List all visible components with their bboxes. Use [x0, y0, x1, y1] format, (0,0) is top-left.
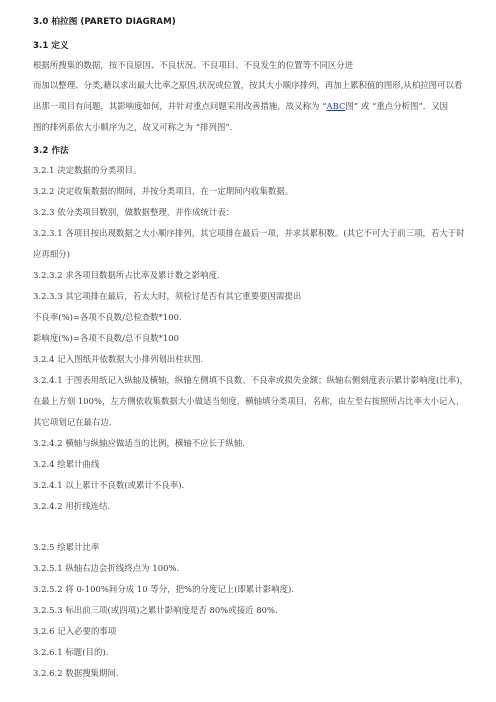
step-line: 3.2.4 记入图纸并依数据大小排列划出柱状图.: [33, 354, 204, 364]
step-line: 3.2.4 绘累计曲线: [33, 459, 100, 469]
step-line: 3.2.4.2 用折线连结.: [33, 501, 111, 511]
paragraph-text: 图” 或 “重点分析图”．又因: [345, 101, 449, 111]
step-line: 3.2.2 决定收集数据的期间，并按分类项目，在一定期间内收集数据。: [33, 186, 294, 196]
paragraph-line: 根据所搜集的数据，按不良原因、不良状况、不良项目、不良发生的位置等不同区分进: [33, 60, 354, 70]
step-line: 3.2.5.2 将 0-100%间分成 10 等分，把%的分度记上(即累计影响度).: [33, 584, 295, 594]
step-line: 3.2.4.1 于图表用纸记入纵轴及横轴，纵轴左侧填不良数、不良率或损失金额；纵轴右侧刻度表示累计影响度(比率)，: [33, 375, 468, 385]
step-line: 3.2.6.1 标题(目的).: [33, 647, 109, 657]
section-heading-method: 3.2 作法: [33, 146, 69, 156]
step-line: 3.2.4.2 横轴与纵轴应做适当的比例，横轴不应长于纵轴.: [33, 438, 245, 448]
step-line: 3.2.3.2 求各项目数据所占比率及累计数之影响度.: [33, 270, 220, 280]
step-line: 3.2.3.3 其它项排在最后，若太大时，须检讨是否有其它重要要因需提出: [33, 291, 302, 301]
step-line: 3.2.5 绘累计比率: [33, 542, 100, 552]
step-line: 3.2.5.3 标出前三项(或四项)之累计影响度是否 80%或接近 80%.: [33, 605, 278, 615]
step-line: 3.2.6 记入必要的事项: [33, 626, 117, 636]
step-line: 应再细分): [33, 249, 71, 259]
paragraph-line-with-link: [33, 101, 448, 112]
step-line: 3.2.6.2 数据搜集期间.: [33, 668, 119, 678]
paragraph-text: 出那一项目有问题，其影响度如何，并针对重点问题采用改善措施，故又称为 “: [33, 101, 327, 111]
step-line: 3.2.3.1 各项目按出现数据之大小顺序排列，其它项排在最后一项，并求其累积数。(其它不可大于前三项，若大于时: [33, 228, 465, 238]
formula-line: 不良率(%)=各项不良数/总检查数*100.: [33, 312, 182, 322]
step-line: 3.2.4.1 以上累计不良数(或累计不良率).: [33, 480, 185, 490]
step-line: 3.2.1 决定数据的分类项目。: [33, 165, 142, 175]
paragraph-line: 而加以整理、分类,藉以求出最大比率之原因,状况或位置，按其大小顺序排列，再加上累积值的图形,从柏拉图可以看: [33, 80, 463, 90]
document-title: 3.0 柏拉图 (PARETO DIAGRAM): [33, 17, 176, 27]
section-heading-definition: 3.1 定义: [33, 41, 69, 51]
step-line: 3.2.5.1 纵轴右边会折线终点为 100%.: [33, 563, 180, 573]
formula-line: 影响度(%)=各项不良数/总不良数*100: [33, 333, 180, 343]
step-line: 3.2.3 依分类项目数别，做数据整理，并作成统计表：: [33, 207, 235, 217]
abc-link[interactable]: ABC: [326, 101, 346, 111]
step-line: 其它项划记在最右边.: [33, 417, 112, 427]
paragraph-line: 图的排列系依大小顺序为之，故又可称之为 “排列图”．: [33, 122, 239, 132]
step-line: 在最上方刻 100%，左方侧依收集数据大小做适当刻度，横轴填分类项目，名称，由左至右按照所占比率大小记入，: [33, 396, 465, 406]
